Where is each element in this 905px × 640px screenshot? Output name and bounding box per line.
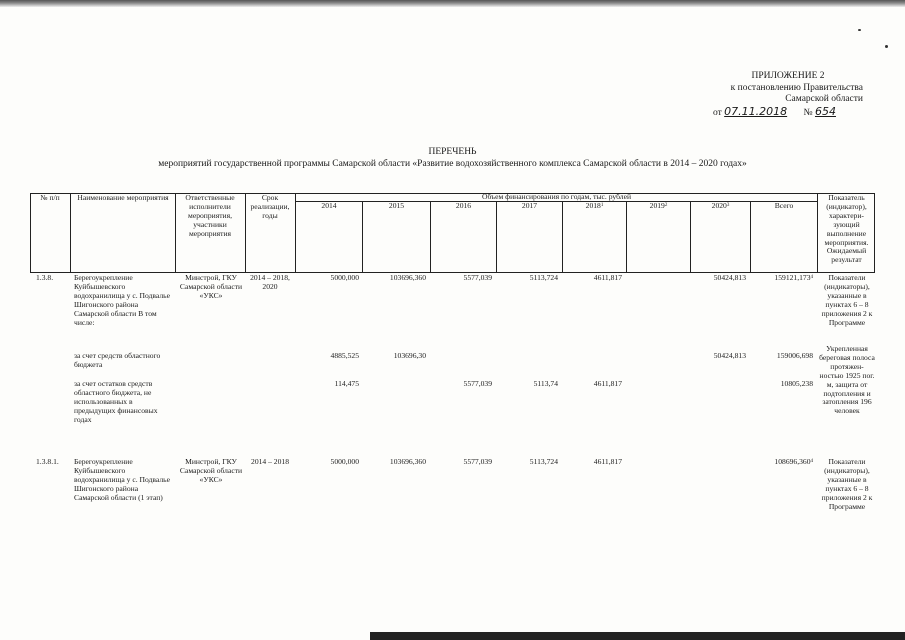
row-value: 114,475 [334, 379, 359, 388]
row-value: 103696,360 [389, 457, 426, 466]
row-value: 159006,698 [776, 351, 813, 360]
col-line [362, 201, 363, 272]
col-line [690, 201, 691, 272]
approval-header [713, 71, 863, 119]
header-year: 2019$^2$ [649, 201, 668, 210]
col-line [430, 201, 431, 272]
row-term: 2014 – 2018 [251, 457, 289, 466]
row-value: 159121,173$^4$ [774, 273, 813, 282]
row-name: Берегоукрепление Куйбышевского водохранилища у с. Подвалье Шигонского района Самарской области (1 этап) [74, 457, 170, 502]
header-year: 2015 [388, 201, 405, 210]
header-date-line: от 07.11.2018 № 654 [713, 104, 836, 118]
row-value: 4885,525 [330, 351, 359, 360]
header-funding: Объем финансирования по годам, тыс. рублей [481, 192, 632, 201]
row-name: за счет средств областного бюджета [74, 351, 161, 369]
header-indicator: Показатель (индикатор), характери-зующий выполнение мероприятия. Ожидаемый результат [824, 193, 869, 265]
row-value: 108696,360$^4$ [774, 457, 813, 466]
row-value: 5000,000 [330, 273, 359, 282]
header-year: 2016 [455, 201, 472, 210]
row-value: 5577,039 [463, 379, 492, 388]
row-value: 5113,724 [529, 273, 558, 282]
row-value: 5113,74 [533, 379, 558, 388]
row-indicator: Показатели (индикаторы), указанные в пунктах 6 – 8 приложения 2 к Программе [821, 457, 873, 511]
scan-speck [885, 45, 888, 48]
header-line: Самарской области [785, 94, 863, 104]
row-indicator: Показатели (индикаторы), указанные в пунктах 6 – 8 приложения 2 к Программе [821, 273, 873, 327]
row-name: за счет остатков средств областного бюджета, не использованных в предыдущих финансовых годах [74, 379, 158, 424]
scan-speck [858, 29, 861, 31]
row-number: 1.3.8.1. [36, 457, 59, 466]
scan-edge-bottom [370, 632, 905, 640]
col-line [496, 201, 497, 272]
scan-edge-top [0, 0, 905, 7]
footnote-mark: 1 [600, 203, 604, 208]
footnote-mark: 2 [664, 203, 668, 208]
row-name: Берегоукрепление Куйбышевского водохранилища у с. Подвалье Шигонского района Самарской области В том числе: [74, 273, 170, 327]
row-value: 10805,238 [780, 379, 813, 388]
col-line [750, 201, 751, 272]
row-value: 103696,30 [393, 351, 426, 360]
row-value: 4611,817 [593, 457, 622, 466]
col-line [626, 201, 627, 272]
footnote-mark: 4 [810, 275, 813, 280]
appendix-title: ПРИЛОЖЕНИЕ 2 [751, 71, 825, 81]
document-title: ПЕРЕЧЕНЬ [428, 147, 477, 157]
header-bottom-line [30, 272, 875, 273]
header-responsible: Ответственные исполнители мероприятия, участники мероприятия [185, 193, 235, 238]
handwritten-date: 07.11.2018 [724, 104, 788, 118]
row-value: 4611,817 [593, 273, 622, 282]
row-indicator: Укрепленная береговая полоса протяжен-ностью 1925 пог. м, защита от подтопления и затопления 196 человек [819, 344, 875, 416]
row-value: 50424,813 [713, 351, 746, 360]
footnote-mark: 4 [810, 459, 813, 464]
row-value: 103696,360 [389, 273, 426, 282]
row-term: 2014 – 2018, 2020 [250, 273, 290, 291]
col-line [562, 201, 563, 272]
document-subtitle: мероприятий государственной программы Самарской области «Развитие водохозяйственного комплекса Самарской области в 2014 – 2020 годах» [158, 159, 747, 169]
handwritten-number: 654 [814, 104, 836, 118]
col-line [817, 193, 818, 272]
header-year: Всего [774, 201, 794, 210]
header-line: к постановлению Правительства [730, 82, 863, 93]
row-value: 5577,039 [463, 273, 492, 282]
header-year: 2014 [321, 201, 337, 210]
row-value: 5000,000 [330, 457, 359, 466]
row-value: 50424,813 [713, 273, 746, 282]
funding-table [30, 193, 875, 543]
header-year: 2020$^3$ [711, 201, 730, 210]
header-term: Срок реализации, годы [250, 193, 290, 220]
row-responsible: Минстрой, ГКУ Самарской области «УКС» [179, 457, 243, 484]
row-value: 5113,724 [529, 457, 558, 466]
row-value: 4611,817 [593, 379, 622, 388]
col-line [70, 193, 71, 272]
footnote-mark: 3 [726, 203, 730, 208]
header-name: Наименование мероприятия [77, 193, 169, 202]
row-number: 1.3.8. [36, 273, 54, 282]
header-num: № п/п [40, 193, 60, 202]
col-line [30, 193, 31, 272]
row-responsible: Минстрой, ГКУ Самарской области «УКС» [179, 273, 243, 300]
row-value: 5577,039 [463, 457, 492, 466]
header-year: 2018$^1$ [585, 201, 604, 210]
header-year: 2017 [521, 201, 538, 210]
col-line [874, 193, 875, 272]
